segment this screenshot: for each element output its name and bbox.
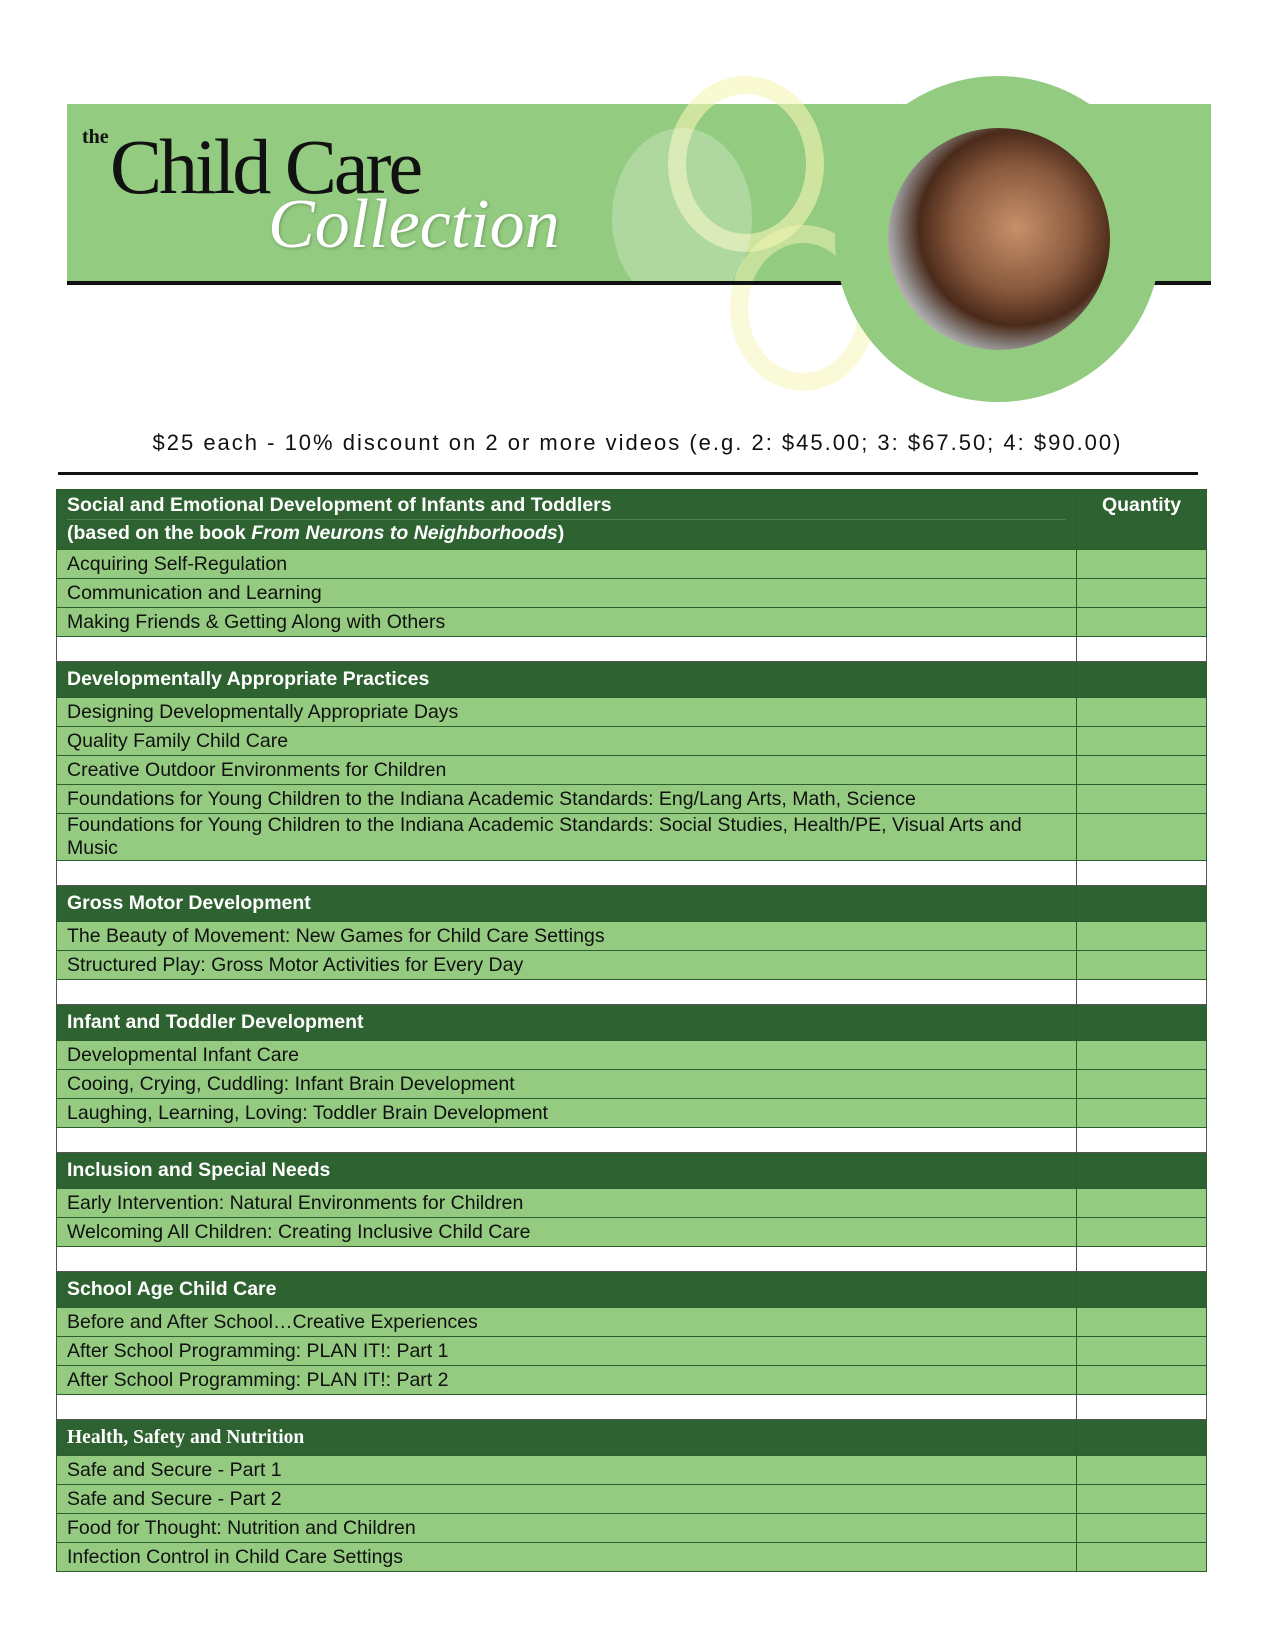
child-photo: [888, 128, 1110, 350]
quantity-cell[interactable]: [1077, 1070, 1207, 1099]
video-title: Laughing, Learning, Loving: Toddler Brain Development: [57, 1099, 1077, 1128]
video-title: Before and After School…Creative Experiences: [57, 1308, 1077, 1337]
video-row: [57, 1308, 1207, 1337]
video-row: [57, 1485, 1207, 1514]
spacer-cell: [1077, 1128, 1207, 1153]
quantity-cell[interactable]: [1077, 1099, 1207, 1128]
quantity-header: [1077, 1153, 1207, 1189]
section-header: [57, 1005, 1207, 1041]
quantity-cell[interactable]: [1077, 1337, 1207, 1366]
video-row: [57, 1218, 1207, 1247]
spacer-cell: [1077, 637, 1207, 662]
video-row: [57, 1456, 1207, 1485]
quantity-cell[interactable]: [1077, 698, 1207, 727]
video-title: Structured Play: Gross Motor Activities for Every Day: [57, 951, 1077, 980]
section-header: [57, 490, 1207, 550]
video-title: Early Intervention: Natural Environments for Children: [57, 1189, 1077, 1218]
quantity-cell[interactable]: [1077, 814, 1207, 861]
video-row: [57, 1337, 1207, 1366]
quantity-cell[interactable]: [1077, 608, 1207, 637]
spacer-row: [57, 637, 1207, 662]
section-header: [57, 1272, 1207, 1308]
quantity-cell[interactable]: [1077, 1485, 1207, 1514]
video-row: [57, 1543, 1207, 1572]
quantity-cell[interactable]: [1077, 1543, 1207, 1572]
video-title: Creative Outdoor Environments for Children: [57, 756, 1077, 785]
order-table: [56, 489, 1207, 1572]
section-title-text: School Age Child Care: [67, 1278, 277, 1300]
video-title: After School Programming: PLAN IT!: Part 1: [57, 1337, 1077, 1366]
quantity-header: [1077, 1272, 1207, 1308]
book-title: From Neurons to Neighborhoods: [251, 522, 558, 544]
spacer-row: [57, 1247, 1207, 1272]
spacer-cell: [57, 1128, 1077, 1153]
video-row: [57, 550, 1207, 579]
video-row: [57, 608, 1207, 637]
spacer-row: [57, 980, 1207, 1005]
video-title: Communication and Learning: [57, 579, 1077, 608]
quantity-header: Quantity: [1077, 490, 1207, 550]
quantity-cell[interactable]: [1077, 756, 1207, 785]
subtitle-prefix: (based on the book: [67, 522, 252, 544]
section-header: [57, 886, 1207, 922]
spacer-row: [57, 861, 1207, 886]
section-title-text: Health, Safety and Nutrition: [67, 1426, 305, 1448]
quantity-header: [1077, 1005, 1207, 1041]
quantity-cell[interactable]: [1077, 1366, 1207, 1395]
section-header: [57, 1153, 1207, 1189]
video-title: Cooing, Crying, Cuddling: Infant Brain Development: [57, 1070, 1077, 1099]
quantity-cell[interactable]: [1077, 1308, 1207, 1337]
spacer-cell: [57, 1247, 1077, 1272]
price-note: $25 each - 10% discount on 2 or more videos (e.g. 2: $45.00; 3: $67.50; 4: $90.00): [152, 430, 1123, 455]
section-title-text: Infant and Toddler Development: [67, 1011, 364, 1033]
spacer-cell: [57, 980, 1077, 1005]
video-row: [57, 1070, 1207, 1099]
section-title: [57, 662, 1077, 698]
section-subtitle: [67, 519, 1066, 545]
video-title: Infection Control in Child Care Settings: [57, 1543, 1077, 1572]
video-title: Designing Developmentally Appropriate Days: [57, 698, 1077, 727]
video-row: [57, 1366, 1207, 1395]
video-title: Foundations for Young Children to the Indiana Academic Standards: Social Studies, Health/PE, Visual Arts and Music: [57, 814, 1077, 861]
quantity-header: [1077, 662, 1207, 698]
quantity-cell[interactable]: [1077, 785, 1207, 814]
quantity-header: [1077, 1420, 1207, 1456]
video-title: Making Friends & Getting Along with Others: [57, 608, 1077, 637]
video-row: [57, 1099, 1207, 1128]
section-title: [57, 886, 1077, 922]
section-title: [57, 490, 1077, 550]
quantity-cell[interactable]: [1077, 1218, 1207, 1247]
video-title: Safe and Secure - Part 2: [57, 1485, 1077, 1514]
subtitle-suffix: ): [557, 522, 565, 544]
spacer-row: [57, 1128, 1207, 1153]
spacer-cell: [57, 1395, 1077, 1420]
quantity-cell[interactable]: [1077, 951, 1207, 980]
logo-the: the: [82, 126, 109, 148]
spacer-cell: [57, 637, 1077, 662]
section-title-text: Social and Emotional Development of Infants and Toddlers: [67, 494, 612, 516]
logo-subtitle: Collection: [268, 186, 560, 263]
video-row: [57, 698, 1207, 727]
video-row: [57, 951, 1207, 980]
divider: [58, 472, 1198, 475]
section-title-text: Developmentally Appropriate Practices: [67, 668, 430, 690]
spacer-row: [57, 1395, 1207, 1420]
video-row: [57, 785, 1207, 814]
quantity-cell[interactable]: [1077, 922, 1207, 951]
spacer-cell: [1077, 980, 1207, 1005]
section-title-text: Gross Motor Development: [67, 892, 311, 914]
video-row: [57, 579, 1207, 608]
quantity-cell[interactable]: [1077, 1514, 1207, 1543]
quantity-header: [1077, 886, 1207, 922]
video-row: [57, 1514, 1207, 1543]
section-title: [57, 1420, 1077, 1456]
section-title: [57, 1005, 1077, 1041]
video-row: [57, 727, 1207, 756]
quantity-cell[interactable]: [1077, 1456, 1207, 1485]
video-row: [57, 1189, 1207, 1218]
spacer-cell: [1077, 1395, 1207, 1420]
quantity-cell[interactable]: [1077, 1189, 1207, 1218]
quantity-cell[interactable]: [1077, 579, 1207, 608]
quantity-cell[interactable]: [1077, 550, 1207, 579]
spacer-cell: [1077, 861, 1207, 886]
spacer-cell: [1077, 1247, 1207, 1272]
video-title: Food for Thought: Nutrition and Children: [57, 1514, 1077, 1543]
video-title: Safe and Secure - Part 1: [57, 1456, 1077, 1485]
video-title: Foundations for Young Children to the Indiana Academic Standards: Eng/Lang Arts, Math, Science: [57, 785, 1077, 814]
video-title: The Beauty of Movement: New Games for Child Care Settings: [57, 922, 1077, 951]
video-title: Welcoming All Children: Creating Inclusive Child Care: [57, 1218, 1077, 1247]
video-title: Quality Family Child Care: [57, 727, 1077, 756]
logo-title: Child Care: [110, 123, 421, 210]
quantity-cell[interactable]: [1077, 1041, 1207, 1070]
section-title: [57, 1153, 1077, 1189]
section-header: [57, 662, 1207, 698]
video-title: After School Programming: PLAN IT!: Part 2: [57, 1366, 1077, 1395]
section-title-text: Inclusion and Special Needs: [67, 1159, 331, 1181]
video-title: Developmental Infant Care: [57, 1041, 1077, 1070]
quantity-cell[interactable]: [1077, 727, 1207, 756]
video-row: [57, 814, 1207, 861]
spacer-cell: [57, 861, 1077, 886]
video-title: Acquiring Self-Regulation: [57, 550, 1077, 579]
video-row: [57, 1041, 1207, 1070]
section-header: [57, 1420, 1207, 1456]
section-title: [57, 1272, 1077, 1308]
video-row: [57, 922, 1207, 951]
video-row: [57, 756, 1207, 785]
